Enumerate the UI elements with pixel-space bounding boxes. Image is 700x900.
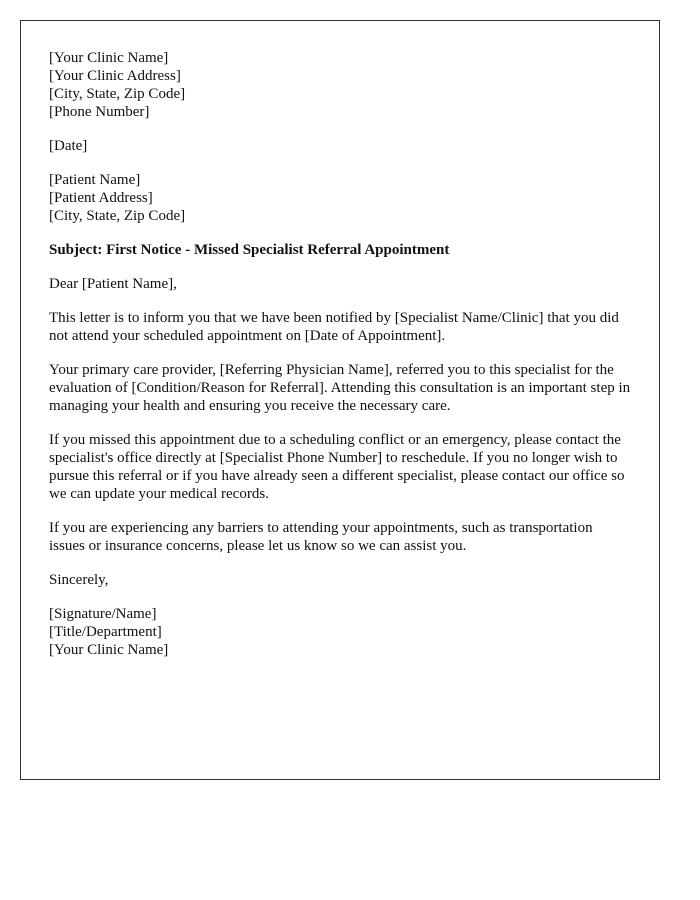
body-paragraph-reschedule: If you missed this appointment due to a scheduling conflict or an emergency, please contact the specialist's office directly at [Specialist Phone Number] to reschedule. If you no longer wish to pursue this referral or if you have already seen a different specialist, please contact our office so we can update your medical records.	[49, 432, 625, 502]
body-paragraph-notification: This letter is to inform you that we have been notified by [Specialist Name/Clinic] that you did not attend your scheduled appointment on [Date of Appointment].	[49, 310, 619, 344]
recipient-address: [Patient Address]	[49, 190, 153, 206]
recipient-address-block	[49, 171, 631, 225]
sender-address-block	[49, 49, 631, 121]
signature-block	[49, 605, 631, 659]
closing: Sincerely,	[49, 572, 109, 588]
date-block	[49, 137, 631, 155]
body-paragraph-referral-reason: Your primary care provider, [Referring Physician Name], referred you to this specialist for the evaluation of [Condition/Reason for Referral]. Attending this consultation is an important step in managing your health and ensuring you receive the necessary care.	[49, 362, 631, 414]
signature-name: [Signature/Name]	[49, 606, 157, 622]
letter-subject: Subject: First Notice - Missed Specialist Referral Appointment	[49, 242, 450, 258]
recipient-city-state-zip: [City, State, Zip Code]	[49, 208, 186, 224]
sender-phone: [Phone Number]	[49, 104, 150, 120]
signature-title: [Title/Department]	[49, 624, 162, 640]
letter-date: [Date]	[49, 138, 88, 154]
signature-clinic: [Your Clinic Name]	[49, 642, 169, 658]
sender-clinic-name: [Your Clinic Name]	[49, 50, 169, 66]
sender-city-state-zip: [City, State, Zip Code]	[49, 86, 186, 102]
recipient-name: [Patient Name]	[49, 172, 141, 188]
body-paragraph-barriers: If you are experiencing any barriers to attending your appointments, such as transportation issues or insurance concerns, please let us know so we can assist you.	[49, 520, 593, 554]
letter-page	[20, 20, 660, 780]
sender-clinic-address: [Your Clinic Address]	[49, 68, 181, 84]
salutation: Dear [Patient Name],	[49, 276, 177, 292]
